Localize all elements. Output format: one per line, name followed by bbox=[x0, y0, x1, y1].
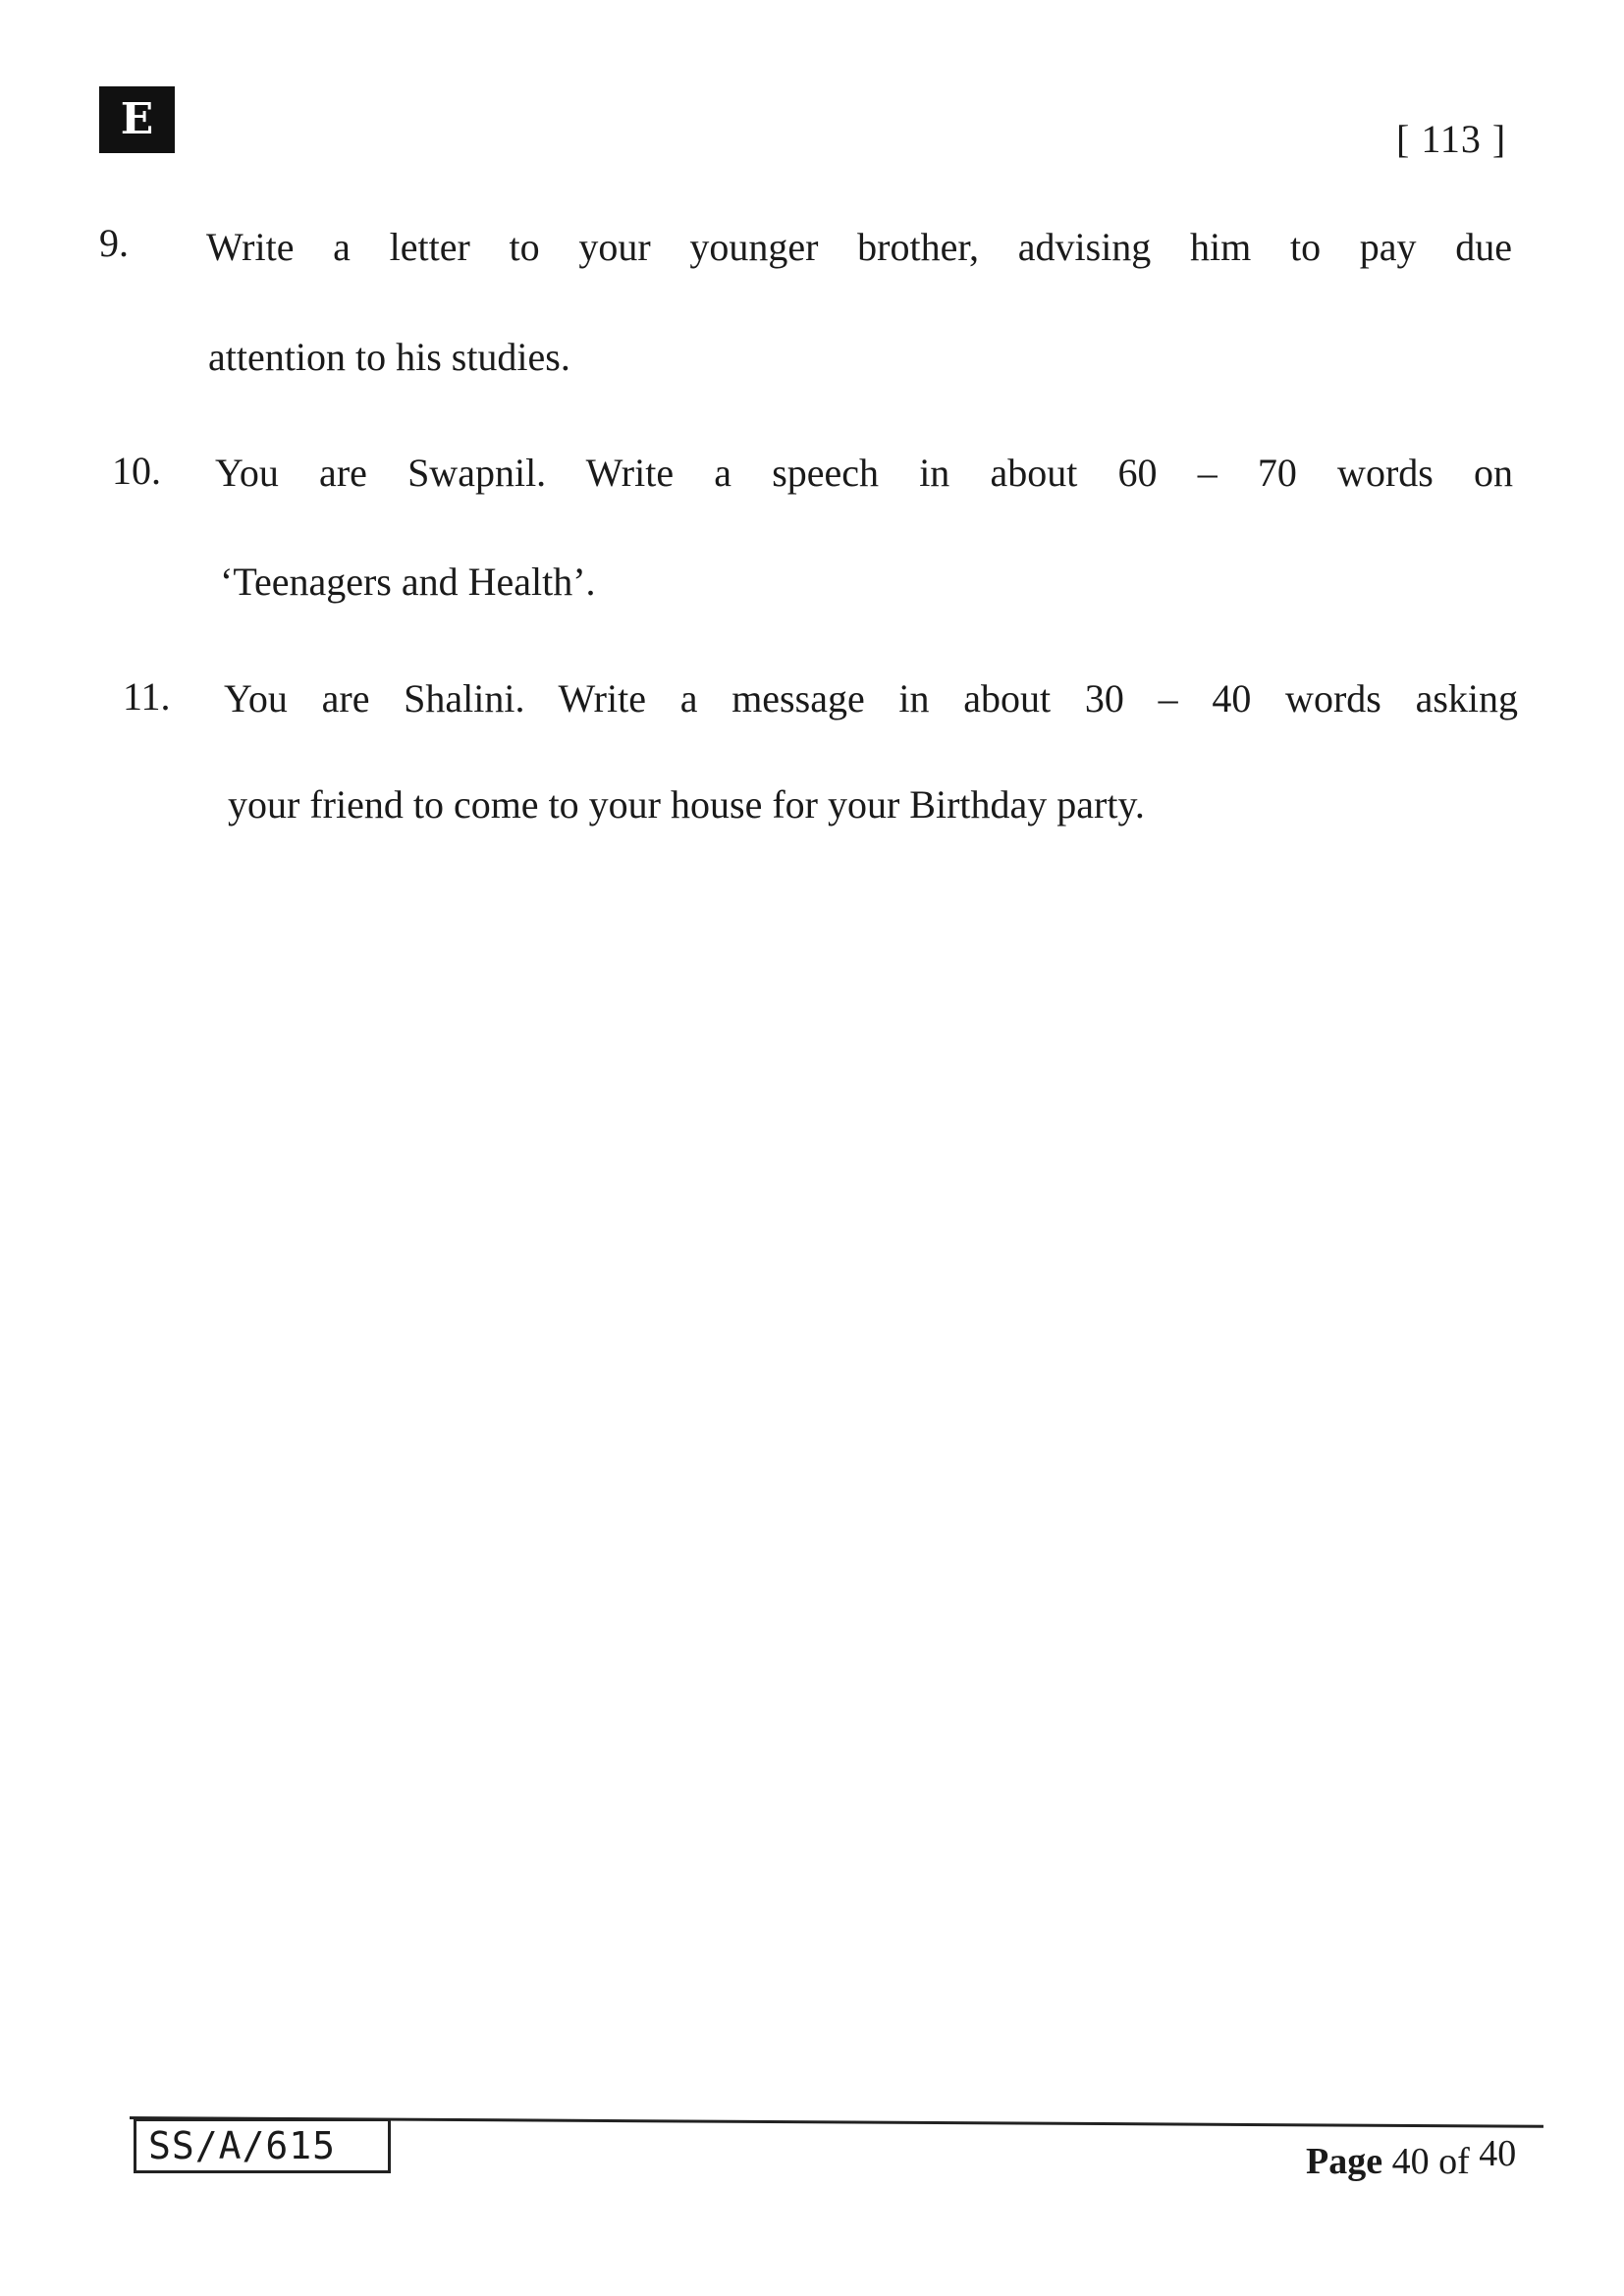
question-text-line: your friend to come to your house for your Birthday party. bbox=[228, 782, 1145, 827]
paper-set-badge: E bbox=[99, 86, 175, 153]
question-text-line: Write a letter to your younger brother, advising him to pay due bbox=[206, 225, 1512, 269]
paper-code-box: SS/A/615 bbox=[134, 2118, 391, 2173]
page-reference-number: [ 113 ] bbox=[1396, 117, 1507, 161]
page-current: 40 bbox=[1391, 2141, 1430, 2182]
question-number: 11. bbox=[123, 674, 171, 719]
page-of-label: of bbox=[1438, 2141, 1470, 2182]
question-number: 9. bbox=[99, 221, 129, 265]
page-total: 40 bbox=[1479, 2133, 1517, 2174]
question-number: 10. bbox=[112, 449, 161, 493]
question-text-line: You are Swapnil. Write a speech in about 60 – 70 words on bbox=[215, 451, 1513, 495]
page-counter bbox=[1306, 2133, 1517, 2183]
question-text-line: You are Shalini. Write a message in about 30 – 40 words asking bbox=[224, 676, 1518, 721]
question-text-line: attention to his studies. bbox=[208, 335, 570, 379]
question-text-line: ‘Teenagers and Health’. bbox=[220, 560, 596, 604]
page-label: Page bbox=[1306, 2141, 1383, 2182]
